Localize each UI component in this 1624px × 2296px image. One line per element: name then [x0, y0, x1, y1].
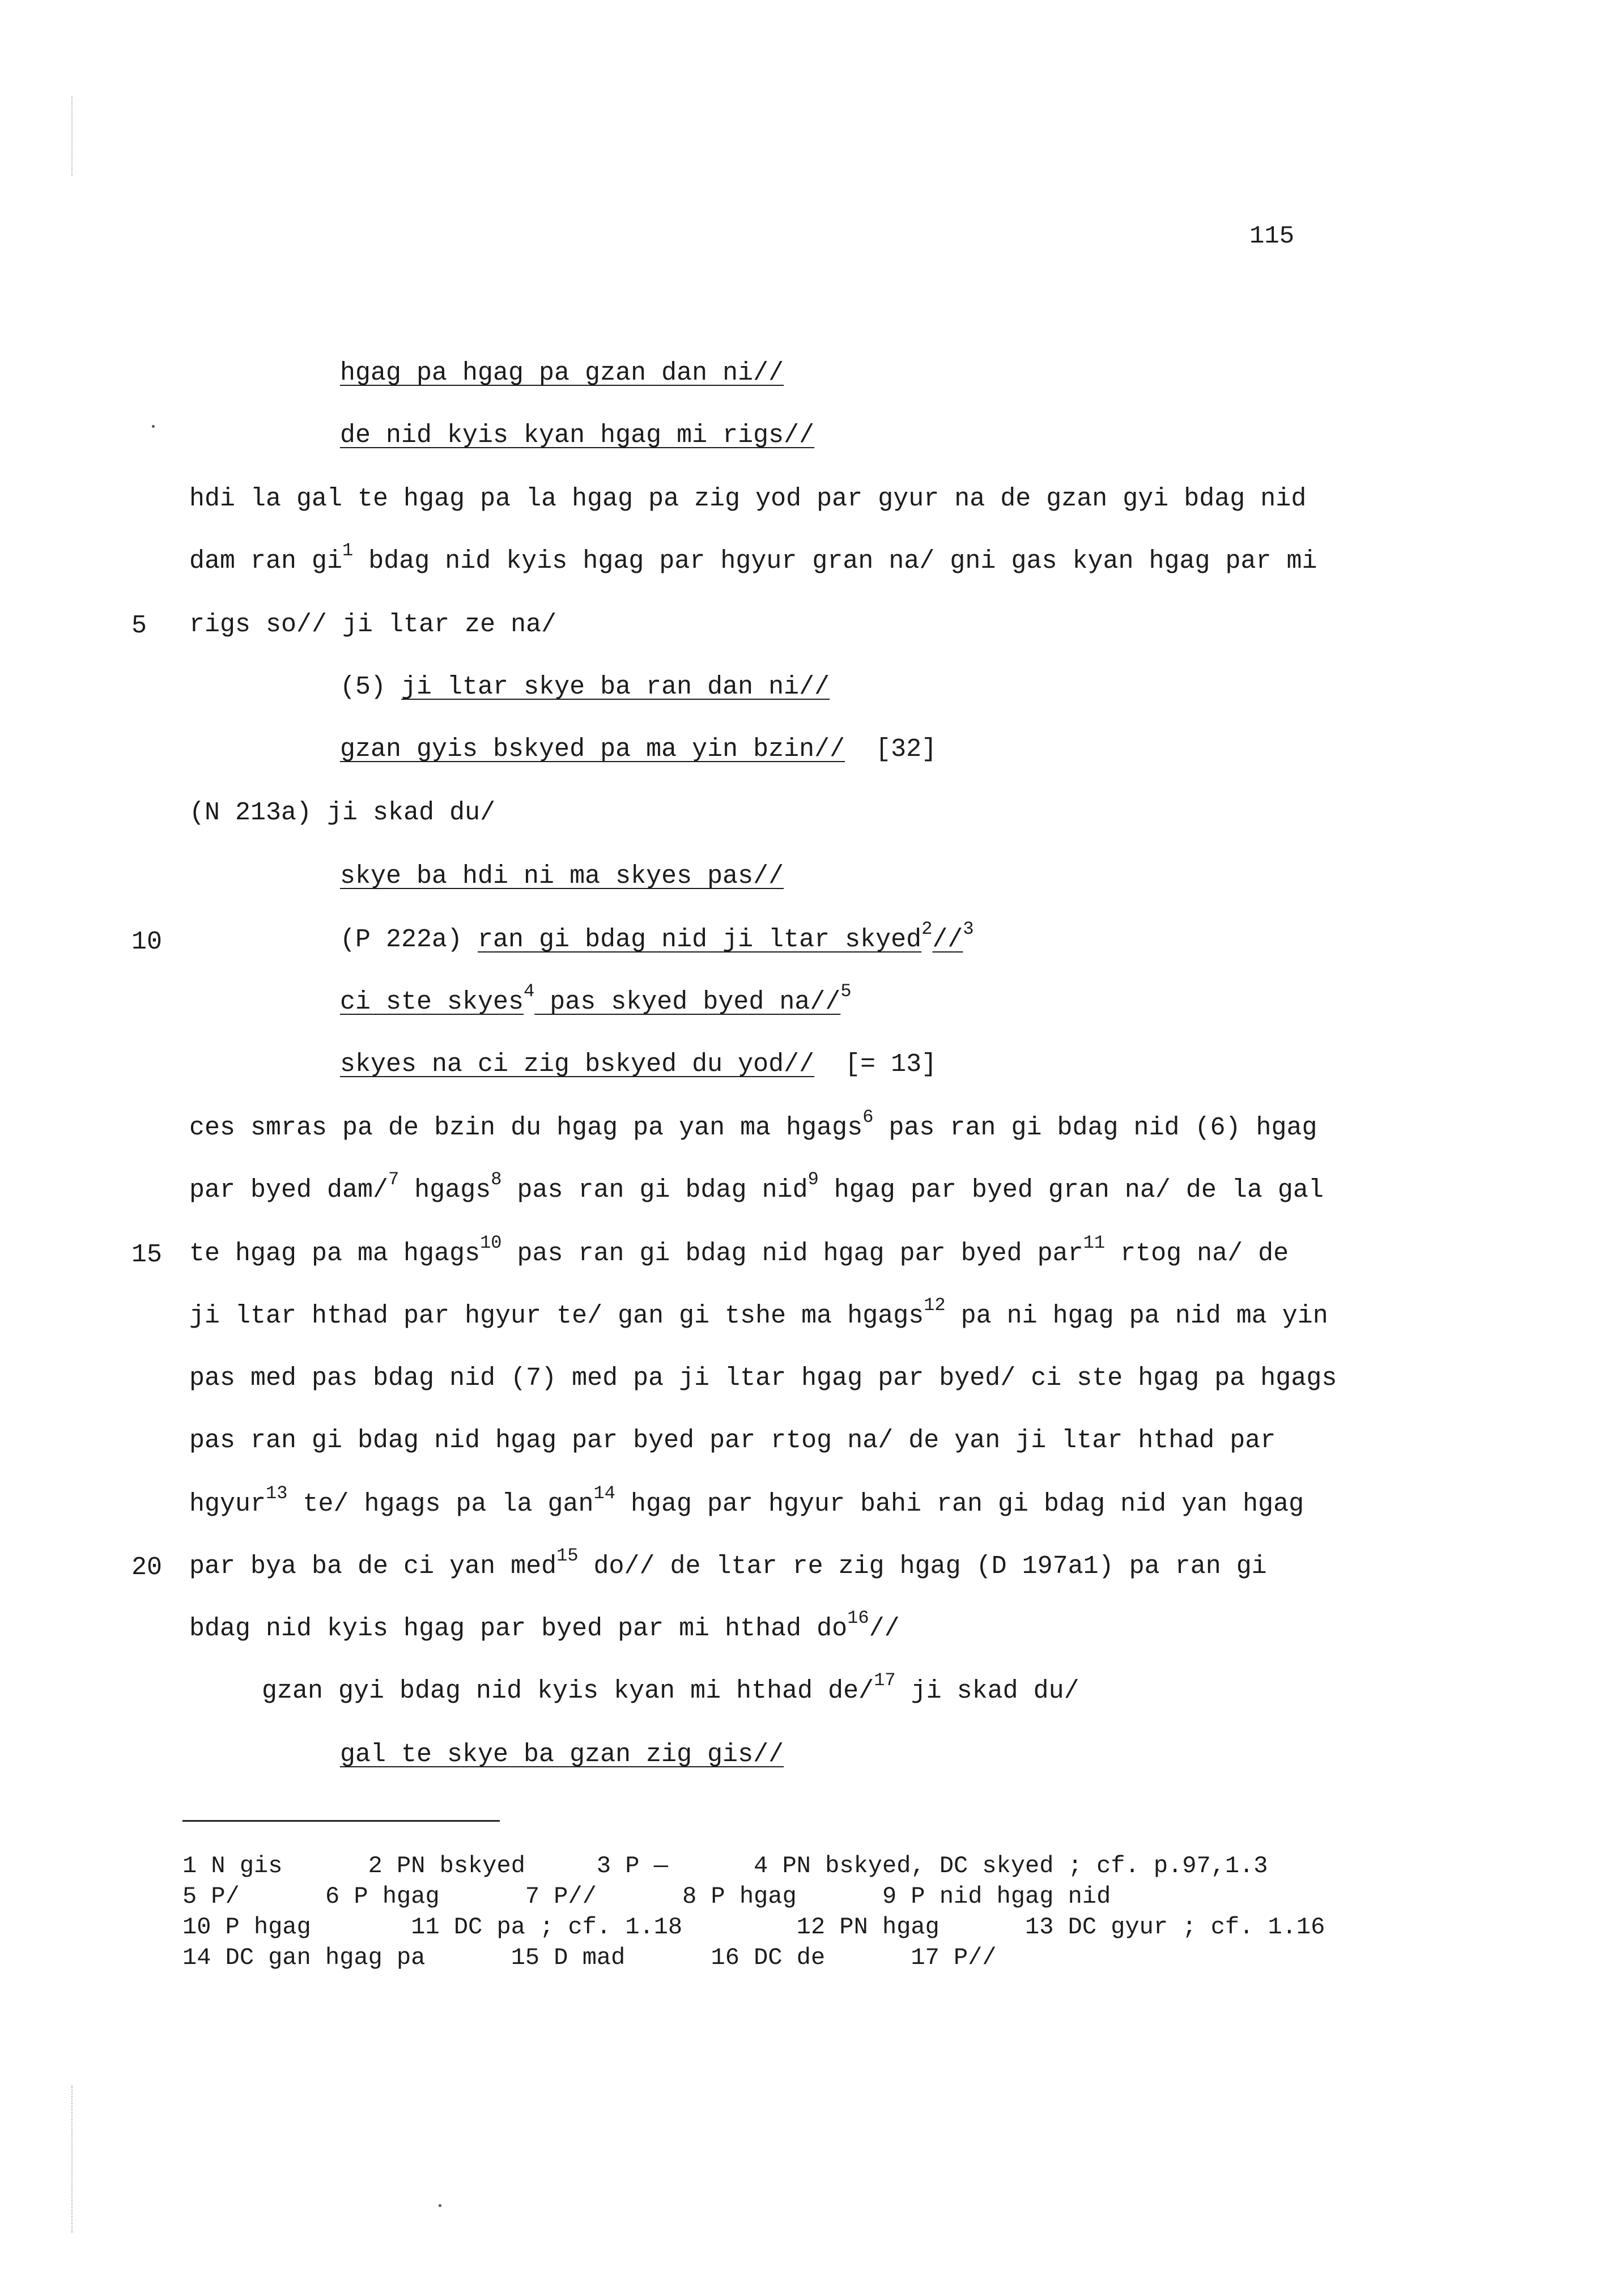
footnote-marker: 4	[524, 981, 535, 1002]
prose-line	[189, 1545, 1267, 1581]
text: par bya ba de ci yan med	[189, 1552, 557, 1581]
prose-line: rigs so// ji ltar ze na/	[189, 610, 557, 639]
verse-reference: [32]	[875, 735, 937, 764]
footnote-marker: 10	[480, 1232, 502, 1253]
footnote-marker: 16	[847, 1608, 869, 1629]
text: gzan gyi bdag nid kyis kyan mi hthad de/	[262, 1677, 874, 1706]
text: //	[869, 1614, 900, 1643]
line-number: 20	[131, 1553, 163, 1582]
text: do// de ltar re zig hgag (D 197a1) pa ran gi	[578, 1552, 1267, 1581]
footnote-marker: 14	[593, 1483, 615, 1504]
footnote-marker: 3	[963, 919, 974, 939]
folio-marker: (P 222a)	[340, 925, 478, 954]
text: ji ltar hthad par hgyur te/ gan gi tshe ma hgags	[189, 1302, 924, 1330]
verse-line	[340, 981, 852, 1017]
text: bdag nid kyis hgag par hgyur gran na/ gni gas kyan hgag par mi	[353, 547, 1317, 576]
verse-text: gzan gyis bskyed pa ma yin bzin//	[340, 735, 845, 764]
verse-text: ci ste skyes	[340, 988, 524, 1017]
margin-dots-top	[71, 96, 74, 176]
footnote-line: 10 P hgag 11 DC pa ; cf. 1.18 12 PN hgag 13 DC gyur ; cf. 1.16	[182, 1914, 1325, 1941]
prose-line: hdi la gal te hgag pa la hgag pa zig yod par gyur na de gzan gyi bdag nid	[189, 484, 1307, 513]
footnote-marker: 6	[862, 1107, 874, 1128]
verse-line: hgag pa hgag pa gzan dan ni//	[340, 359, 784, 388]
text: te hgag pa ma hgags	[189, 1239, 481, 1268]
footnote-marker: 12	[924, 1295, 946, 1316]
text: pa ni hgag pa nid ma yin	[945, 1302, 1328, 1330]
margin-dots-bottom	[71, 2085, 74, 2233]
verse-text: //	[932, 925, 963, 954]
prose-line	[189, 1107, 1317, 1142]
verse-text: ran gi bdag nid ji ltar skyed	[478, 925, 922, 954]
text: ces smras pa de bzin du hgag pa yan ma hgags	[189, 1113, 863, 1142]
verse-line: skye ba hdi ni ma skyes pas//	[340, 862, 784, 891]
text: rtog na/ de	[1105, 1239, 1289, 1268]
footnote-line: 1 N gis 2 PN bskyed 3 P — 4 PN bskyed, DC skyed ; cf. p.97,1.3	[182, 1852, 1268, 1880]
footnote-marker: 9	[807, 1169, 819, 1190]
footnote-line: 5 P/ 6 P hgag 7 P// 8 P hgag 9 P nid hgag nid	[182, 1883, 1111, 1910]
prose-line	[189, 1483, 1304, 1519]
footnote-marker: 8	[491, 1169, 502, 1190]
section-marker: (5)	[340, 673, 402, 701]
text: hgags	[399, 1176, 491, 1205]
verse-text: skyes na ci zig bskyed du yod//	[340, 1050, 815, 1079]
footnote-marker: 5	[840, 981, 852, 1002]
prose-line	[189, 1232, 1289, 1268]
page-number: 115	[1249, 222, 1295, 250]
text: par byed dam/	[189, 1176, 389, 1205]
verse-line: de nid kyis kyan hgag mi rigs//	[340, 421, 815, 450]
prose-line	[189, 1295, 1328, 1330]
text: pas ran gi bdag nid (6) hgag	[873, 1113, 1317, 1142]
prose-line	[262, 1670, 1079, 1706]
footnote-marker: 7	[388, 1169, 399, 1190]
prose-line: (N 213a) ji skad du/	[189, 798, 496, 827]
text: pas ran gi bdag nid hgag par byed par	[501, 1239, 1083, 1268]
speck	[439, 2204, 441, 2207]
text: bdag nid kyis hgag par byed par mi hthad do	[189, 1614, 848, 1643]
prose-line: pas med pas bdag nid (7) med pa ji ltar hgag par byed/ ci ste hgag pa hgags	[189, 1364, 1337, 1393]
text: pas ran gi bdag nid	[501, 1176, 808, 1205]
verse-text: ji ltar skye ba ran dan ni//	[401, 673, 830, 701]
footnote-marker: 13	[266, 1483, 288, 1504]
text: dam ran gi	[189, 547, 343, 576]
text: ji skad du/	[895, 1677, 1079, 1706]
prose-line	[189, 1608, 900, 1643]
line-number: 5	[131, 611, 147, 640]
footnote-line: 14 DC gan hgag pa 15 D mad 16 DC de 17 P//	[182, 1944, 997, 1971]
footnote-marker: 17	[874, 1670, 896, 1691]
text: te/ hgags pa la gan	[287, 1490, 594, 1519]
line-number: 15	[131, 1240, 163, 1269]
verse-line	[340, 919, 974, 954]
verse-reference: [= 13]	[845, 1050, 937, 1079]
verse-text: pas skyed byed na//	[534, 988, 841, 1017]
speck	[152, 425, 155, 428]
text: hgag par hgyur bahi ran gi bdag nid yan hgag	[615, 1490, 1304, 1519]
footnote-marker: 11	[1083, 1232, 1106, 1253]
footnote-marker: 15	[556, 1545, 579, 1566]
prose-line	[189, 1169, 1324, 1205]
footnote-separator	[182, 1820, 500, 1822]
prose-line	[189, 540, 1317, 576]
verse-line	[340, 1052, 937, 1077]
prose-line: pas ran gi bdag nid hgag par byed par rtog na/ de yan ji ltar hthad par	[189, 1426, 1276, 1455]
line-number: 10	[131, 928, 163, 956]
verse-line: gal te skye ba gzan zig gis//	[340, 1740, 784, 1769]
text: hgyur	[189, 1490, 266, 1519]
footnote-marker: 1	[342, 540, 354, 561]
verse-line	[340, 737, 937, 762]
footnote-marker: 2	[921, 919, 933, 939]
verse-line	[340, 674, 830, 700]
text: hgag par byed gran na/ de la gal	[818, 1176, 1324, 1205]
